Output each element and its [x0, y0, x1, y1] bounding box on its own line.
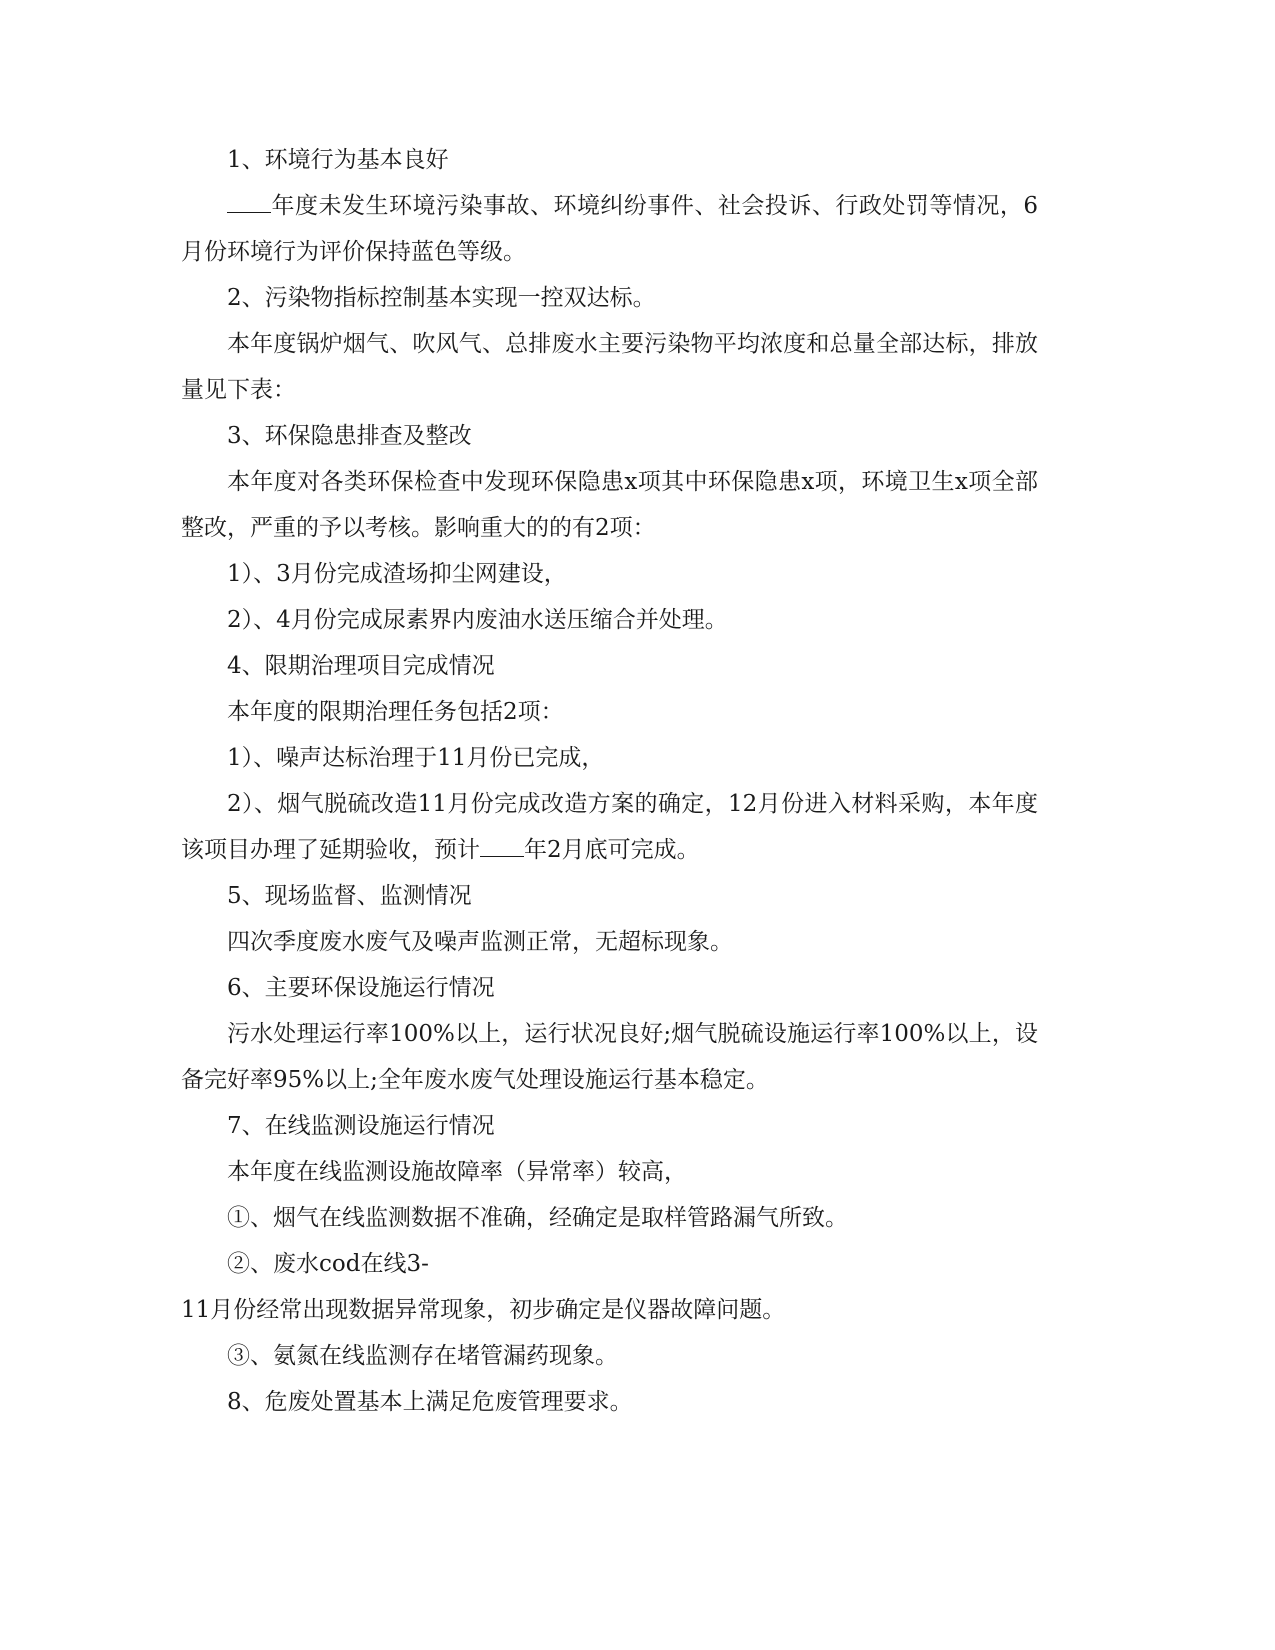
paragraph-3: 本年度对各类环保检查中发现环保隐患x项其中环保隐患x项，环境卫生x项全部整改，严重的予以考核。影响重大的的有2项：	[181, 469, 1038, 541]
blank-underline	[227, 186, 271, 213]
list-item-continuation: 11月份经常出现数据异常现象，初步确定是仪器故障问题。	[181, 1297, 786, 1323]
section-heading-8: 8、危废处置基本上满足危废管理要求。	[227, 1389, 633, 1415]
section-heading-2: 2、污染物指标控制基本实现一控双达标。	[227, 285, 656, 311]
section-heading-6: 6、主要环保设施运行情况	[227, 975, 495, 1001]
paragraph-1-text: 年度未发生环境污染事故、环境纠纷事件、社会投诉、行政处罚等情况，6月份环境行为评价保持蓝色等级。	[181, 193, 1038, 265]
paragraph-6: 污水处理运行率100%以上，运行状况良好;烟气脱硫设施运行率100%以上，设备完好率95%以上;全年废水废气处理设施运行基本稳定。	[181, 1021, 1038, 1093]
paragraph-2: 本年度锅炉烟气、吹风气、总排废水主要污染物平均浓度和总量全部达标，排放量见下表：	[181, 331, 1038, 403]
list-item-text-end: 年2月底可完成。	[524, 837, 700, 863]
list-item: ③、氨氮在线监测存在堵管漏药现象。	[227, 1343, 618, 1369]
document-body	[181, 137, 1038, 1425]
section-heading-1: 1、环境行为基本良好	[227, 147, 449, 173]
list-item: ②、废水cod在线3-	[227, 1251, 429, 1277]
paragraph-7: 本年度在线监测设施故障率（异常率）较高，	[227, 1159, 687, 1185]
paragraph-4: 本年度的限期治理任务包括2项：	[227, 699, 564, 725]
list-item: 1）、噪声达标治理于11月份已完成，	[227, 745, 605, 771]
section-heading-5: 5、现场监督、监测情况	[227, 883, 472, 909]
paragraph-1	[181, 183, 1038, 275]
list-item: 1）、3月份完成渣场抑尘网建设，	[227, 561, 567, 587]
list-item	[181, 781, 1038, 873]
list-item: 2）、4月份完成尿素界内废油水送压缩合并处理。	[227, 607, 728, 633]
list-item-text: 2）、烟气脱硫改造11月份完成改造方案的确定，12月份进入材料采购，本年度该项目办理了延期验收，预计	[181, 791, 1038, 863]
list-item: ①、烟气在线监测数据不准确，经确定是取样管路漏气所致。	[227, 1205, 848, 1231]
section-heading-3: 3、环保隐患排查及整改	[227, 423, 472, 449]
paragraph-5: 四次季度废水废气及噪声监测正常，无超标现象。	[227, 929, 733, 955]
blank-underline	[480, 830, 524, 857]
section-heading-4: 4、限期治理项目完成情况	[227, 653, 495, 679]
section-heading-7: 7、在线监测设施运行情况	[227, 1113, 495, 1139]
